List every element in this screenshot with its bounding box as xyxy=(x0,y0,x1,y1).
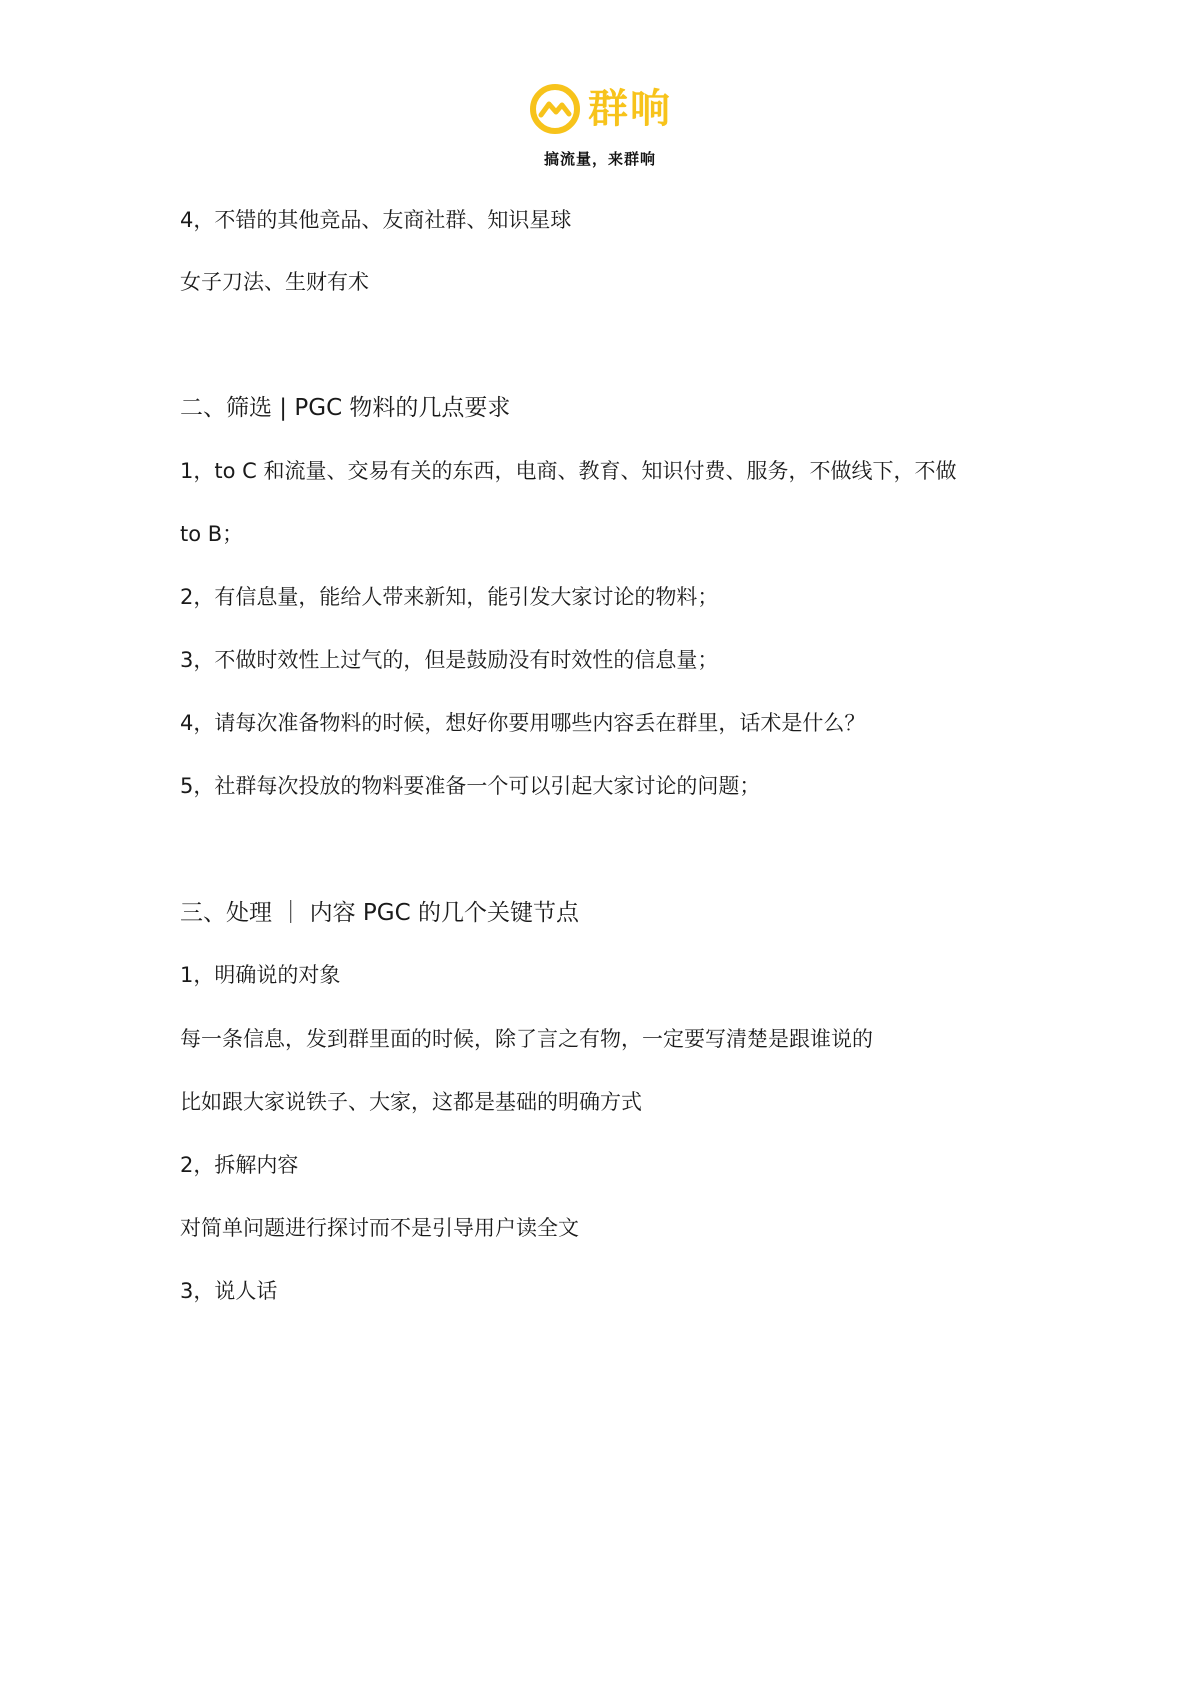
mountain-in-circle-icon xyxy=(528,82,582,136)
filter-item-5: 5，社群每次投放的物料要准备一个可以引起大家讨论的问题； xyxy=(180,774,761,798)
process-item-2: 2，拆解内容 xyxy=(180,1153,299,1177)
process-item-3: 3，说人话 xyxy=(180,1279,278,1303)
process-item-1-detail-a: 每一条信息，发到群里面的时候，除了言之有物，一定要写清楚是跟谁说的 xyxy=(180,1027,873,1051)
filter-item-3: 3，不做时效性上过气的，但是鼓励没有时效性的信息量； xyxy=(180,648,719,672)
header-logo xyxy=(0,82,1200,169)
intro-item-4: 4，不错的其他竞品、友商社群、知识星球 xyxy=(180,208,572,232)
section-process-title: 三、处理 ｜ 内容 PGC 的几个关键节点 xyxy=(180,900,579,926)
process-item-2-detail: 对简单问题进行探讨而不是引导用户读全文 xyxy=(180,1216,579,1240)
filter-item-4: 4，请每次准备物料的时候，想好你要用哪些内容丢在群里，话术是什么？ xyxy=(180,711,866,735)
process-item-1: 1，明确说的对象 xyxy=(180,963,341,987)
process-item-1-detail-b: 比如跟大家说铁子、大家，这都是基础的明确方式 xyxy=(180,1090,642,1114)
intro-item-4-detail: 女子刀法、生财有术 xyxy=(180,270,369,294)
brand-name: 群响 xyxy=(588,86,672,132)
logo-row xyxy=(528,82,672,136)
brand-slogan: 搞流量，来群响 xyxy=(543,150,656,168)
filter-item-1-a: 1，to C 和流量、交易有关的东西，电商、教育、知识付费、服务，不做线下，不做 xyxy=(180,459,957,483)
section-filter-title: 二、筛选 | PGC 物料的几点要求 xyxy=(180,395,511,421)
filter-item-2: 2，有信息量，能给人带来新知，能引发大家讨论的物料； xyxy=(180,585,719,609)
filter-item-1-b: to B； xyxy=(180,522,244,546)
